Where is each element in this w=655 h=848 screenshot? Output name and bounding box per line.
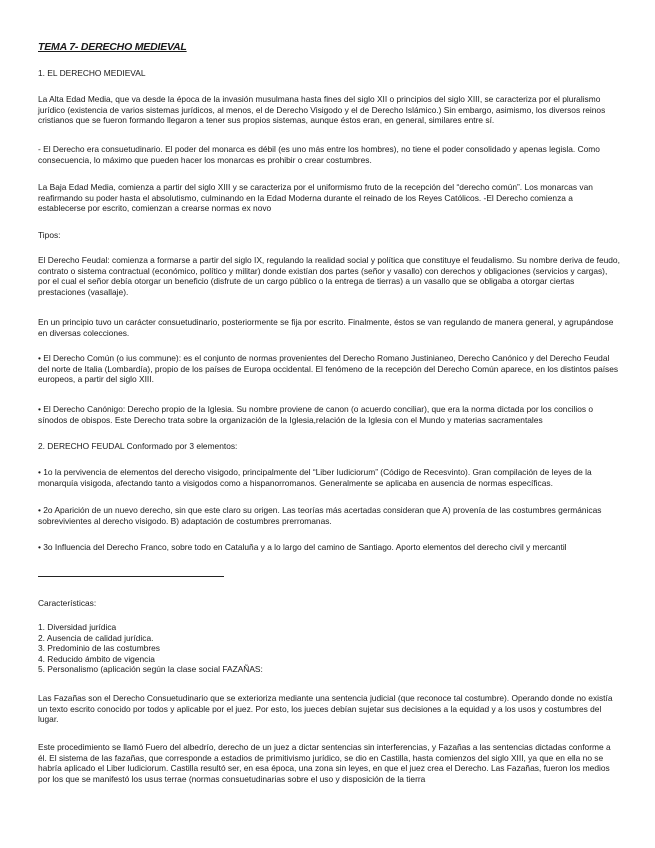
list-item: 1. Diversidad jurídica bbox=[38, 622, 117, 632]
paragraph-derecho-canonigo: • El Derecho Canónigo: Derecho propio de la Iglesia. Su nombre proviene de canon (o acuerdo conciliar), que era la norma dictada por los concilios o sínodos de obispos. Este Derecho trata sobre la organización de la Iglesia,relación de la Iglesia con el Mundo y materias sacramentales bbox=[38, 404, 594, 425]
section-heading-derecho-medieval: 1. EL DERECHO MEDIEVAL bbox=[38, 68, 146, 78]
paragraph-alta-edad-media: La Alta Edad Media, que va desde la época de la invasión musulmana hasta fines del siglo XII o principios del siglo XIII, se caracteriza por el pluralismo jurídico (existencia de varios sistemas jurídicos, al menos, el de Derecho Visigodo y el de Derecho Islámico.) Sin embargo, asimismo, los diversos reinos cristianos que se fueron formando llegaron a tener sus propios sistemas, aunque éstos eran, en general, similares entre sí. bbox=[38, 94, 606, 126]
paragraph-elemento-2: • 2o Aparición de un nuevo derecho, sin que este claro su origen. Las teorías más acertadas consideran que A) provenía de las costumbres germánicas sobrevivientes al derecho visigodo. B) adaptación de costumbres prerromanas. bbox=[38, 505, 602, 526]
section-heading-derecho-feudal: 2. DERECHO FEUDAL Conformado por 3 elementos: bbox=[38, 441, 238, 451]
paragraph-baja-edad-media: La Baja Edad Media, comienza a partir del siglo XIII y se caracteriza por el uniformismo fruto de la recepción del “derecho común”. Los monarcas van reafirmando su poder hasta el absolutismo, culminando en la Edad Moderna durante el reinado de los Reyes Católicos. -El Derecho comienza a establecerse por escrito, comienzan a crearse normas ex novo bbox=[38, 182, 593, 214]
list-item: 2. Ausencia de calidad jurídica. bbox=[38, 632, 154, 643]
horizontal-rule bbox=[38, 576, 224, 577]
paragraph-elemento-1: • 1o la pervivencia de elementos del derecho visigodo, principalmente del “Liber Iudiciorum” (Código de Recesvinto). Gran compilación de leyes de la monarquía visigoda, afectando tanto a visigodos como a hispanorromanos. Generalmente se aplicaba en ausencia de normas específicas. bbox=[38, 467, 592, 488]
caracteristicas-heading: Características: bbox=[38, 598, 97, 608]
paragraph-derecho-feudal: El Derecho Feudal: comienza a formarse a partir del siglo IX, regulando la realidad social y política que constituye el feudalismo. Su nombre deriva de feudo, contrato o sistema contractual (económico, político y militar) donde existían dos partes (señor y vasallo) con derechos y obligaciones (servicios y cargas), por el cual el señor debía otorgar un beneficio (disfrute de un cargo público o la entrega de tierras) a un vasallo que se obligaba a otorgar ciertas prestaciones (vasallaje). bbox=[38, 255, 620, 297]
list-item: 4. Reducido ámbito de vigencia bbox=[38, 653, 155, 664]
paragraph-caracter-consuetudinario: En un principio tuvo un carácter consuetudinario, posteriormente se fija por escrito. Finalmente, éstos se van regulando de manera general, y agrupándose en diversas colecciones. bbox=[38, 317, 614, 338]
caracteristicas-list bbox=[38, 622, 620, 675]
list-item: 3. Predominio de las costumbres bbox=[38, 643, 160, 654]
document-title: TEMA 7- DERECHO MEDIEVAL bbox=[38, 41, 187, 53]
paragraph-elemento-3: • 3o Influencia del Derecho Franco, sobre todo en Cataluña y a lo largo del camino de Santiago. Aporto elementos del derecho civil y mercantil bbox=[38, 542, 567, 552]
paragraph-derecho-comun: • El Derecho Común (o ius commune): es el conjunto de normas provenientes del Derecho Romano Justinianeo, Derecho Canónico y del Derecho Feudal del norte de Italia (Lombardía), propio de los países de Europa occidental. El fenómeno de la recepción del Derecho Común aparece, en los distintos países europeos, a partir del siglo XIII. bbox=[38, 353, 619, 385]
list-item: 5. Personalismo (aplicación según la clase social FAZAÑAS: bbox=[38, 664, 263, 675]
paragraph-fazanas: Las Fazañas son el Derecho Consuetudinario que se exterioriza mediante una sentencia judicial (que reconoce tal costumbre). Operando donde no existía un texto escrito conocido por todos y aplicable por el juez. Por esto, los jueces debían sujetar sus decisiones a la equidad y a los usos y costumbres del lugar. bbox=[38, 693, 613, 725]
label-tipos: Tipos: bbox=[38, 230, 61, 240]
paragraph-derecho-consuetudinario: - El Derecho era consuetudinario. El poder del monarca es débil (es uno más entre los hombres), no tiene el poder consolidado y apenas legisla. Como consecuencia, lo máximo que pueden hacer los monarcas es prohibir o crear costumbres. bbox=[38, 144, 600, 165]
paragraph-fuero-albedrio: Este procedimiento se llamó Fuero del albedrío, derecho de un juez a dictar sentencias sin interferencias, y Fazañas a las sentencias dictadas conforme a él. El sistema de las fazañas, que corresponde a estadios de primitivismo jurídico, se dio en Castilla, hasta comienzos del siglo XIII, ya que en ella no se habría aplicado el Liber Iudiciorum. Castilla resultó ser, en esa época, una zona sin leyes, en que el juez crea el Derecho. Las Fazañas, fueron los medios por los que se manifestó los usus terrae (normas consuetudinarias sobre el uso y disposición de la tierra bbox=[38, 742, 611, 784]
